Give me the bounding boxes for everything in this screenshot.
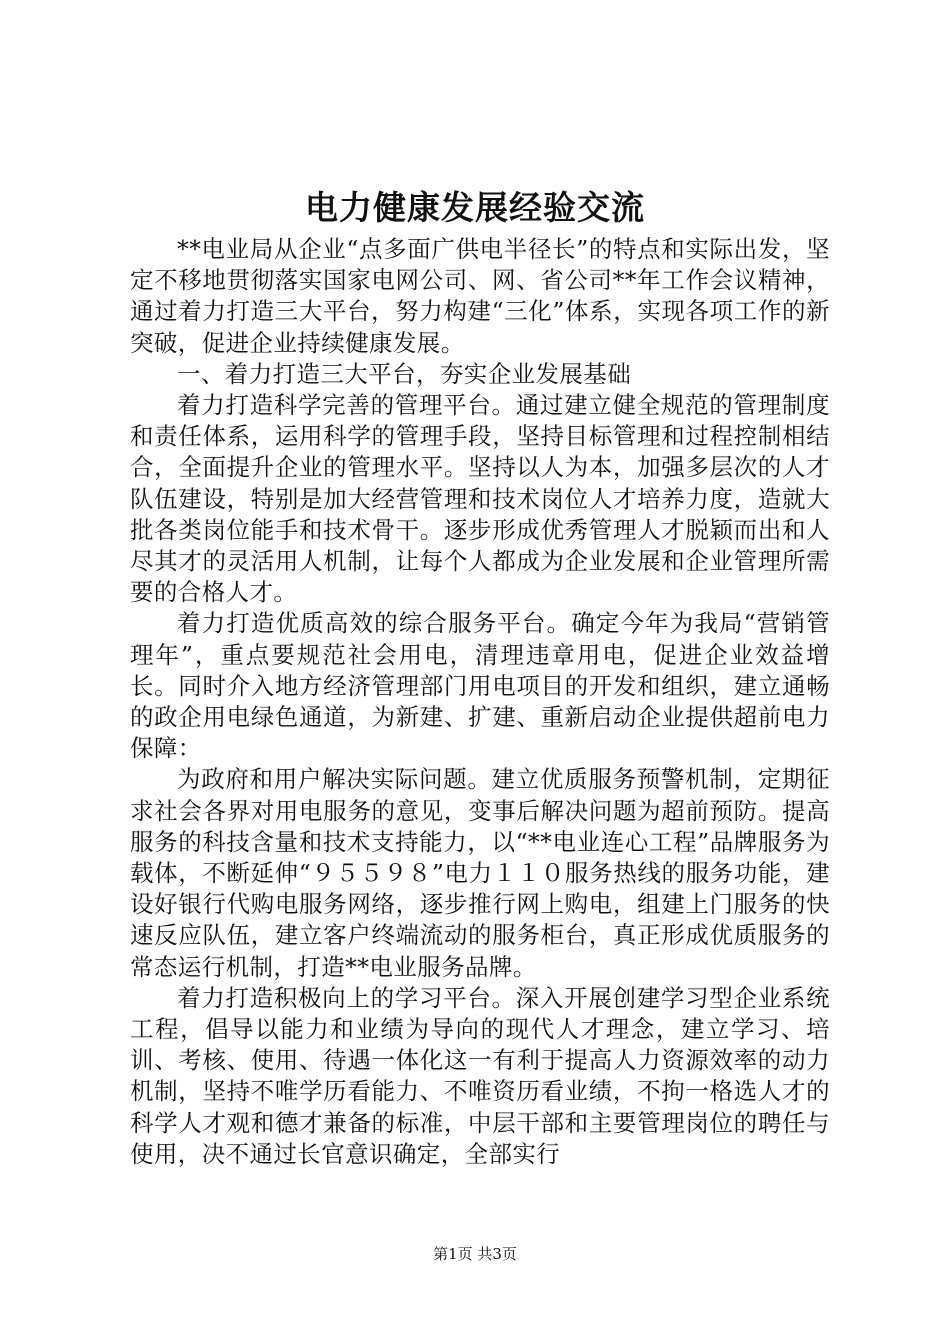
document-title: 电力健康发展经验交流 <box>305 188 645 227</box>
paragraph-intro: **电业局从企业“点多面广供电半径长”的特点和实际出发，坚定不移地贯彻落实国家电网公司、网、省公司**年工作会议精神，通过着力打造三大平台，努力构建“三化”体系，实现各项工作的新突破，促进企业持续健康发展。 <box>130 235 830 357</box>
section-heading: 一、着力打造三大平台，夯实企业发展基础 <box>177 359 632 388</box>
paragraph-service-platform: 着力打造优质高效的综合服务平台。确定今年为我局“营销管理年”，重点要规范社会用电，清理违章用电，促进企业效益增长。同时介入地方经济管理部门用电项目的开发和组织，建立通畅的政企用电绿色通道，为新建、扩建、重新启动企业提供超前电力保障： <box>130 609 830 763</box>
document-body <box>130 234 830 1170</box>
paragraph-management-platform: 着力打造科学完善的管理平台。通过建立健全规范的管理制度和责任体系，运用科学的管理手段，坚持目标管理和过程控制相结合，全面提升企业的管理水平。坚持以人为本，加强多层次的人才队伍建设，特别是加大经营管理和技术岗位人才培养力度，造就大批各类岗位能手和技术骨干。逐步形成优秀管理人才脱颖而出和人尽其才的灵活用人机制，让每个人都成为企业发展和企业管理所需要的合格人才。 <box>130 391 830 607</box>
page-footer: 第1页 共3页 <box>433 1245 517 1263</box>
paragraph-solve-problems: 为政府和用户解决实际问题。建立优质服务预警机制，定期征求社会各界对用电服务的意见，变事后解决问题为超前预防。提高服务的科技含量和技术支持能力，以“**电业连心工程”品牌服务为载体，不断延伸“９５５９８”电力１１０服务热线的服务功能，建设好银行代购电服务网络，逐步推行网上购电，组建上门服务的快速反应队伍，建立客户终端流动的服务柜台，真正形成优质服务的常态运行机制，打造**电业服务品牌。 <box>130 765 830 981</box>
paragraph-learning-platform: 着力打造积极向上的学习平台。深入开展创建学习型企业系统工程，倡导以能力和业绩为导向的现代人才理念，建立学习、培训、考核、使用、待遇一体化这一有利于提高人力资源效率的动力机制，坚持不唯学历看能力、不唯资历看业绩，不拘一格选人才的科学人才观和德才兼备的标准，中层干部和主要管理岗位的聘任与使用，决不通过长官意识确定，全部实行 <box>130 983 830 1168</box>
